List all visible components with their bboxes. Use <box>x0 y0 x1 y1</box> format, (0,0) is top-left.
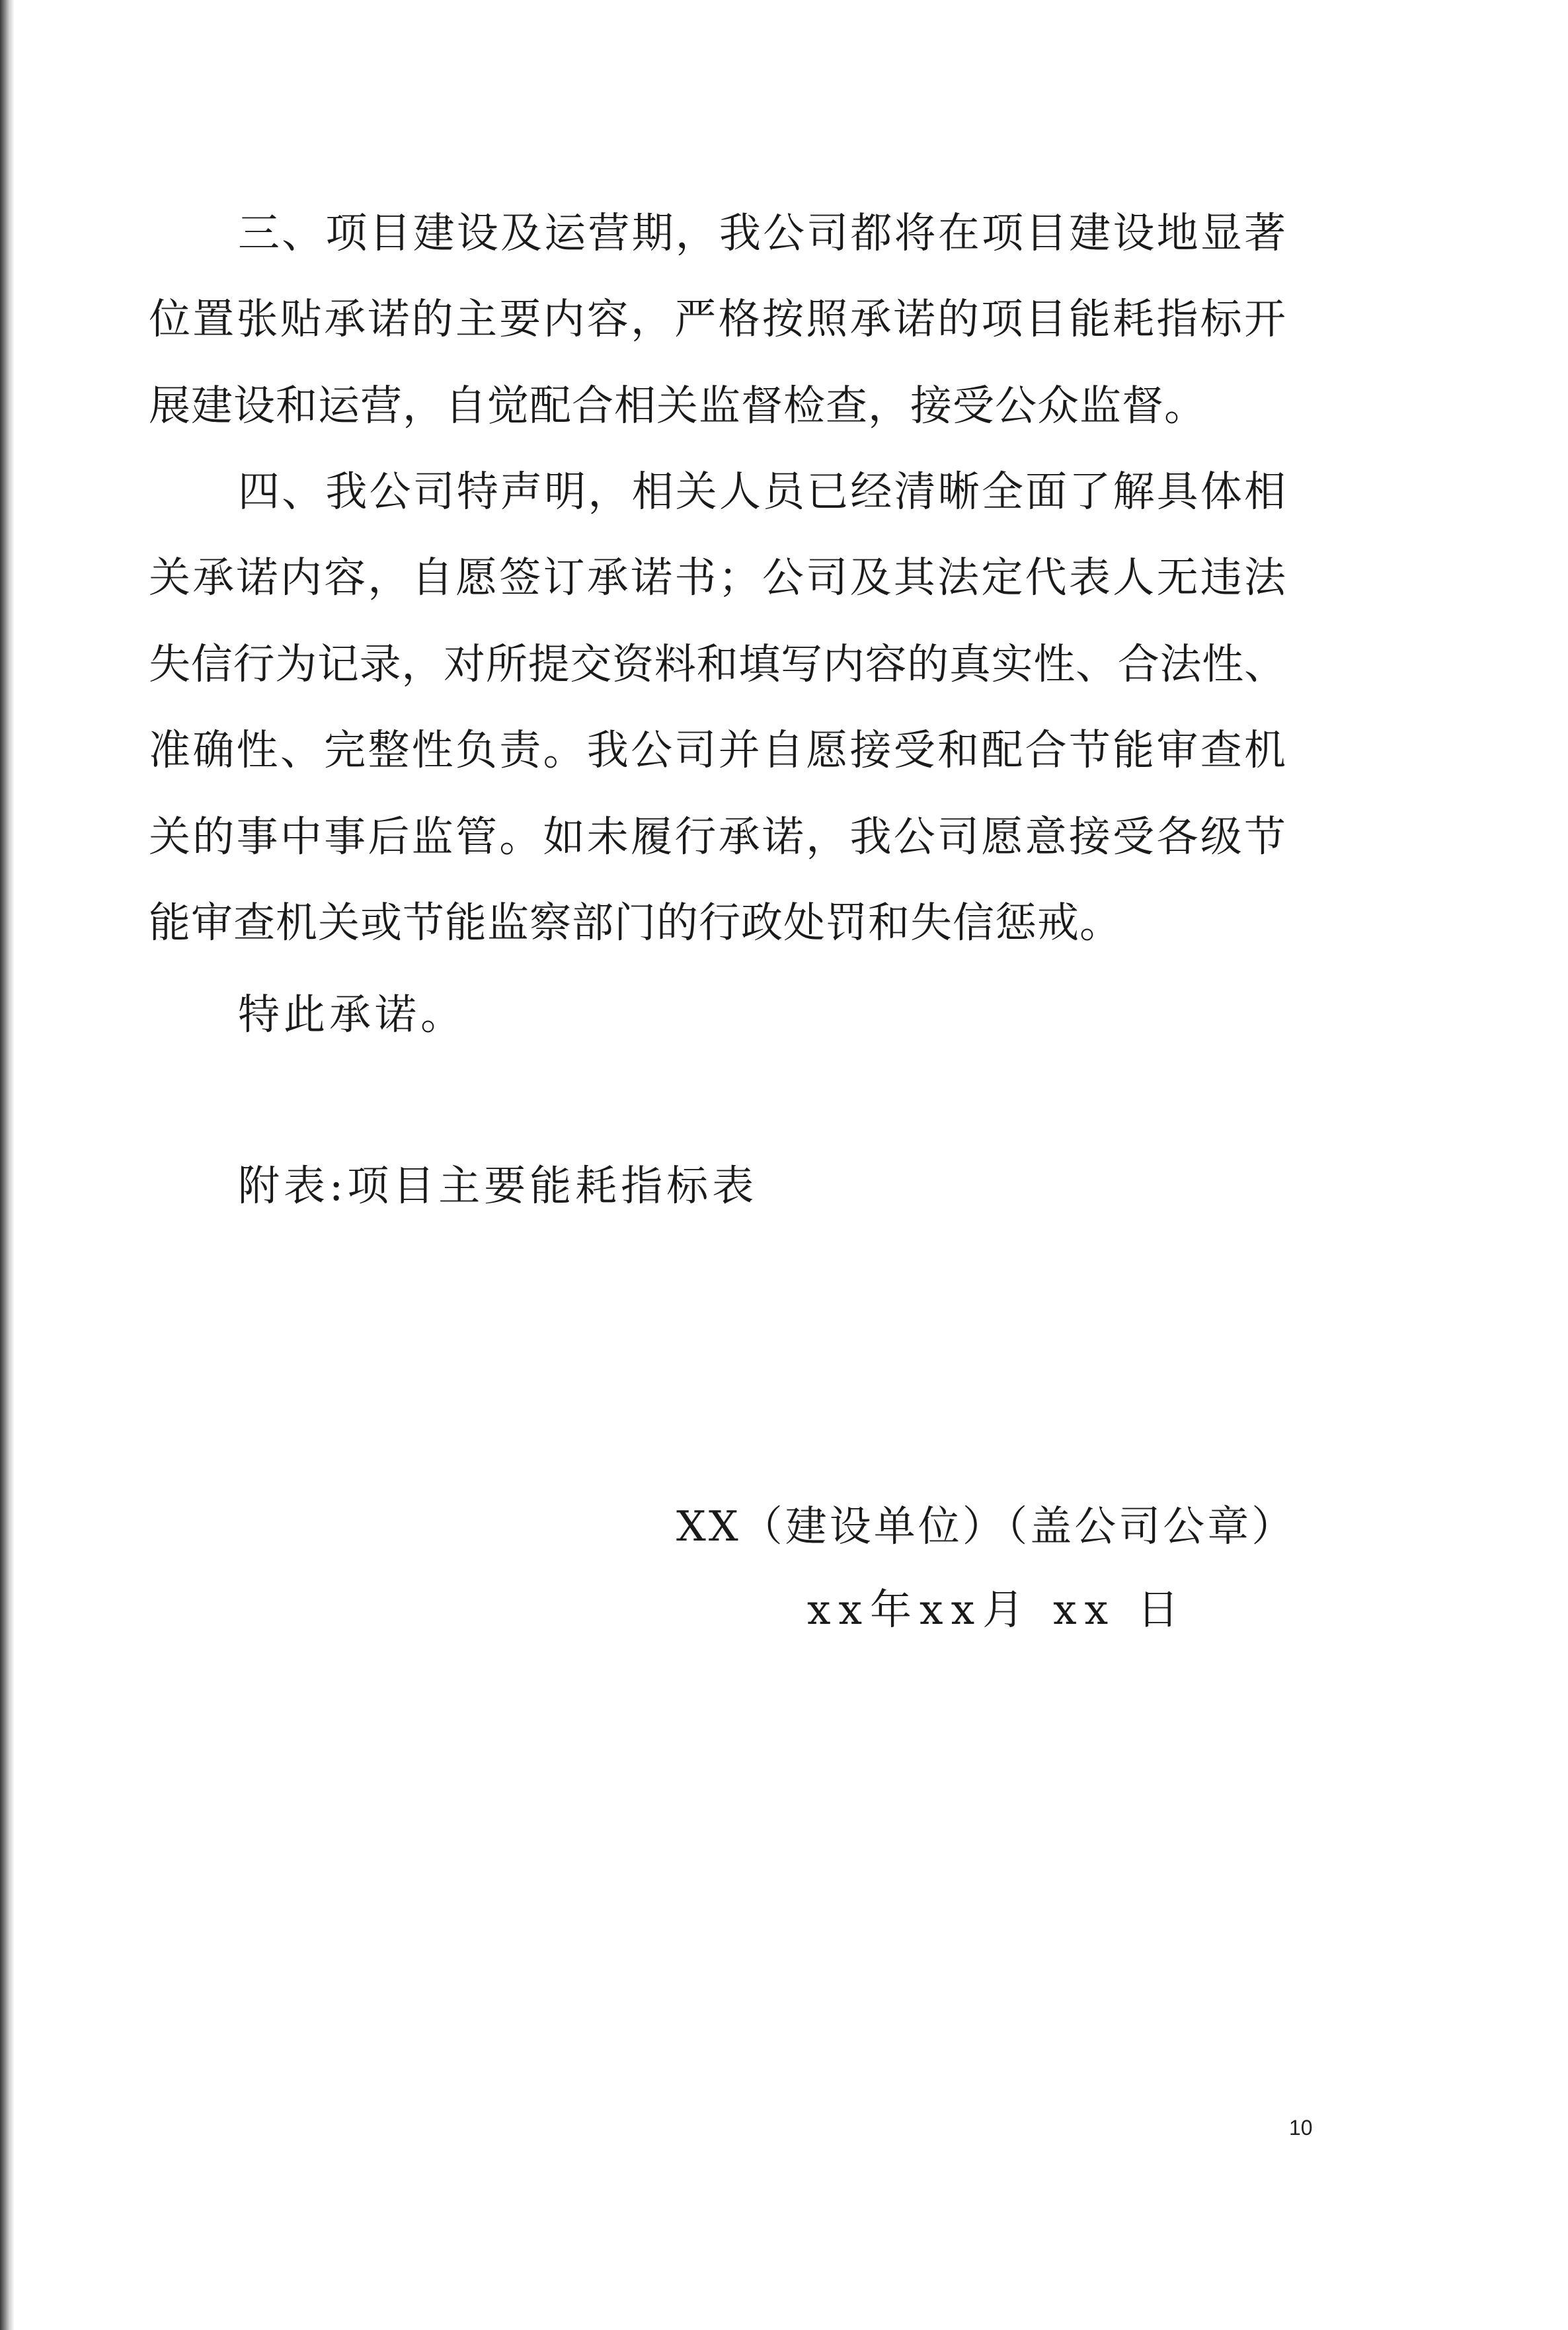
paragraph-4-line-5: 关的事中事后监管。如未履行承诺，我公司愿意接受各级节 <box>149 813 1286 861</box>
paragraph-3-line-1: 三、项目建设及运营期，我公司都将在项目建设地显著 <box>238 209 1286 257</box>
signature-entity: XX（建设单位）（盖公司公章） <box>676 1502 1296 1550</box>
paragraph-4-line-3: 失信行为记录，对所提交资料和填写内容的真实性、合法性、 <box>149 640 1286 688</box>
paragraph-4-line-4: 准确性、完整性负责。我公司并自愿接受和配合节能审查机 <box>149 726 1286 774</box>
paragraph-4-line-2: 关承诺内容，自愿签订承诺书；公司及其法定代表人无违法 <box>149 553 1286 602</box>
scan-shadow-edge <box>0 0 15 2330</box>
closing-statement: 特此承诺。 <box>238 990 466 1039</box>
page-number: 10 <box>1289 2116 1313 2140</box>
signature-date: xx年xx月 xx 日 <box>807 1586 1187 1634</box>
paragraph-4-line-1: 四、我公司特声明，相关人员已经清晰全面了解具体相 <box>238 467 1286 516</box>
paragraph-4-line-6: 能审查机关或节能监察部门的行政处罚和失信惩戒。 <box>149 899 1122 947</box>
attachment-note: 附表:项目主要能耗指标表 <box>238 1162 758 1210</box>
paragraph-3-line-3: 展建设和运营，自觉配合相关监督检查，接受公众监督。 <box>149 382 1206 430</box>
paragraph-3-line-2: 位置张贴承诺的主要内容，严格按照承诺的项目能耗指标开 <box>149 295 1286 343</box>
